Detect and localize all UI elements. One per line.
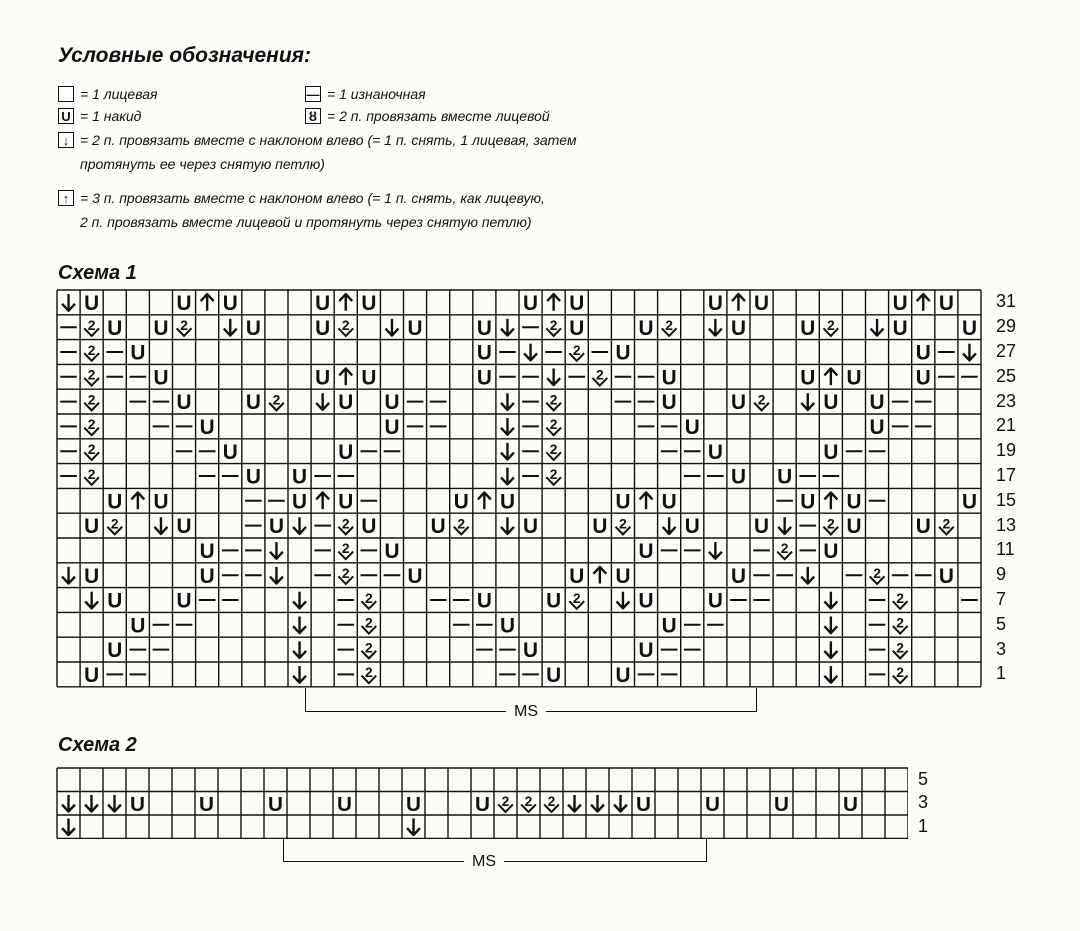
yarn-over-icon: U	[915, 515, 931, 539]
yarn-over-icon: U	[84, 515, 100, 539]
k2tog-icon	[107, 515, 122, 534]
arrow-up-icon	[339, 368, 352, 385]
yarn-over-icon: U	[107, 316, 123, 340]
yarn-over-icon: U	[84, 564, 100, 588]
svg-text:2: 2	[87, 366, 96, 383]
yarn-over-icon: U	[315, 366, 331, 390]
yarn-over-icon: U	[361, 366, 377, 390]
arrow-down-icon	[108, 795, 121, 812]
yarn-over-icon: U	[592, 515, 608, 539]
k2tog-icon	[546, 317, 561, 336]
svg-text:2: 2	[87, 341, 96, 358]
yarn-over-icon: U	[638, 316, 654, 340]
arrow-down-icon	[501, 468, 514, 485]
k2tog-icon	[592, 367, 607, 386]
row-number: 23	[996, 390, 1017, 411]
legend-text-k2tog: = 2 п. провязать вместе лицевой	[327, 108, 550, 124]
yarn-over-icon: U	[430, 515, 446, 539]
row-number: 27	[996, 341, 1017, 361]
yarn-over-icon: U	[823, 540, 839, 564]
k2tog-icon	[84, 367, 99, 386]
arrow-down-icon	[62, 294, 75, 311]
k2tog-icon	[546, 391, 561, 410]
yarn-over-icon: U	[869, 391, 885, 415]
yarn-over-icon: U	[476, 366, 492, 390]
yarn-over-icon: U	[707, 440, 723, 464]
yarn-over-icon: U	[268, 792, 283, 816]
yarn-over-icon: U	[915, 341, 931, 365]
yarn-over-icon: U	[338, 440, 354, 464]
k2tog-icon	[777, 540, 792, 559]
yarn-over-icon: U	[661, 391, 677, 415]
svg-text:2: 2	[549, 391, 558, 408]
arrow-down-icon	[293, 666, 306, 683]
legend-symbol-knit-icon	[58, 86, 74, 102]
yarn-over-icon: U	[684, 416, 700, 440]
yarn-over-icon: U	[638, 589, 654, 613]
k2tog-icon	[893, 639, 908, 658]
yarn-over-icon: U	[176, 292, 192, 316]
scheme1-ms-label: MS	[506, 703, 546, 721]
row-number: 11	[996, 539, 1015, 560]
k2tog-icon	[521, 794, 536, 812]
chart-row	[107, 639, 907, 662]
svg-text:2: 2	[457, 515, 466, 532]
legend-symbol-ssk-icon: ↓	[58, 132, 74, 148]
yarn-over-icon: U	[661, 366, 677, 390]
svg-text:2: 2	[364, 639, 373, 656]
yarn-over-icon: U	[546, 664, 562, 688]
k2tog-icon	[569, 590, 584, 609]
arrow-down-icon	[963, 344, 976, 361]
arrow-down-icon	[501, 418, 514, 435]
svg-text:2: 2	[547, 794, 556, 810]
k2tog-icon	[269, 391, 284, 410]
k2tog-icon	[870, 565, 885, 584]
yarn-over-icon: U	[892, 292, 908, 316]
yarn-over-icon: U	[107, 490, 123, 514]
arrow-down-icon	[270, 542, 283, 559]
arrow-down-icon	[407, 818, 420, 835]
yarn-over-icon: U	[453, 490, 469, 514]
k2tog-icon	[338, 565, 353, 584]
yarn-over-icon: U	[754, 515, 770, 539]
yarn-over-icon: U	[292, 465, 308, 489]
k2tog-icon	[616, 515, 631, 534]
yarn-over-icon: U	[384, 391, 400, 415]
arrow-down-icon	[709, 542, 722, 559]
yarn-over-icon: U	[730, 316, 746, 340]
arrow-up-icon	[640, 492, 653, 509]
yarn-over-icon: U	[961, 316, 977, 340]
yarn-over-icon: U	[843, 792, 858, 816]
svg-text:2: 2	[87, 391, 96, 408]
arrow-up-icon	[478, 492, 491, 509]
arrow-down-icon	[293, 592, 306, 609]
yarn-over-icon: U	[684, 515, 700, 539]
arrow-down-icon	[62, 567, 75, 584]
row-number: 25	[996, 365, 1017, 386]
svg-text:2: 2	[549, 465, 558, 482]
svg-text:2: 2	[341, 316, 350, 333]
yarn-over-icon: U	[153, 366, 169, 390]
k2tog-icon	[498, 794, 513, 812]
yarn-over-icon: U	[476, 316, 492, 340]
k2tog-icon	[823, 515, 838, 534]
svg-text:2: 2	[180, 316, 188, 333]
svg-text:2: 2	[826, 515, 835, 532]
svg-text:2: 2	[341, 564, 350, 581]
row-number: 3	[996, 638, 1007, 659]
yarn-over-icon: U	[199, 416, 215, 440]
yarn-over-icon: U	[268, 515, 284, 539]
yarn-over-icon: U	[292, 490, 308, 514]
yarn-over-icon: U	[245, 465, 261, 489]
yarn-over-icon: U	[84, 292, 100, 316]
yarn-over-icon: U	[176, 391, 192, 415]
legend-text-knit: = 1 лицевая	[80, 86, 158, 102]
k2tog-icon	[454, 515, 469, 534]
arrow-down-icon	[85, 592, 98, 609]
svg-text:2: 2	[896, 589, 905, 606]
yarn-over-icon: U	[499, 490, 515, 514]
k2tog-icon	[338, 540, 353, 559]
row-number: 17	[996, 465, 1017, 485]
arrow-down-icon	[524, 344, 537, 361]
k2tog-icon	[754, 391, 769, 410]
yarn-over-icon: U	[800, 316, 816, 340]
yarn-over-icon: U	[938, 564, 954, 588]
arrow-down-icon	[778, 517, 791, 534]
arrow-down-icon	[709, 319, 722, 336]
yarn-over-icon: U	[892, 316, 908, 340]
k2tog-icon	[893, 664, 908, 683]
svg-text:2: 2	[896, 639, 905, 656]
arrow-down-icon	[501, 517, 514, 534]
yarn-over-icon: U	[338, 391, 354, 415]
yarn-over-icon: U	[961, 490, 977, 514]
k2tog-icon	[544, 794, 559, 812]
k2tog-icon	[84, 466, 99, 485]
legend-symbol-yarn-over-icon: U	[58, 108, 74, 124]
svg-text:2: 2	[896, 614, 905, 631]
legend-text-ssk: = 2 п. провязать вместе с наклоном влево (= 1 п. снять, 1 лицевая, затем	[80, 132, 577, 148]
row-number: 7	[996, 589, 1007, 609]
yarn-over-icon: U	[638, 639, 654, 663]
arrow-down-icon	[224, 319, 237, 336]
yarn-over-icon: U	[569, 292, 585, 316]
svg-text:2: 2	[501, 794, 510, 810]
yarn-over-icon: U	[823, 440, 839, 464]
k2tog-icon	[361, 664, 376, 683]
yarn-over-icon: U	[636, 792, 651, 816]
k2tog-icon	[823, 317, 838, 336]
yarn-over-icon: U	[846, 490, 862, 514]
arrow-down-icon	[663, 517, 676, 534]
yarn-over-icon: U	[84, 664, 100, 688]
yarn-over-icon: U	[315, 292, 331, 316]
yarn-over-icon: U	[475, 792, 490, 816]
yarn-over-icon: U	[569, 564, 585, 588]
yarn-over-icon: U	[730, 391, 746, 415]
legend-text-ssk-cont: протянуть ее через снятую петлю)	[80, 156, 325, 172]
svg-text:2: 2	[87, 316, 96, 333]
yarn-over-icon: U	[199, 564, 215, 588]
arrow-up-icon	[131, 492, 144, 509]
arrow-up-icon	[593, 567, 606, 584]
arrow-up-icon	[917, 294, 930, 311]
arrow-up-icon	[339, 294, 352, 311]
yarn-over-icon: U	[707, 292, 723, 316]
yarn-over-icon: U	[107, 589, 123, 613]
arrow-down-icon	[293, 641, 306, 658]
arrow-down-icon	[616, 592, 629, 609]
yarn-over-icon: U	[476, 341, 492, 365]
yarn-over-icon: U	[130, 614, 146, 638]
svg-text:2: 2	[826, 316, 835, 333]
k2tog-icon	[361, 590, 376, 609]
yarn-over-icon: U	[222, 440, 238, 464]
yarn-over-icon: U	[407, 316, 423, 340]
arrow-down-icon	[385, 319, 398, 336]
svg-text:2: 2	[942, 515, 951, 532]
arrow-down-icon	[270, 567, 283, 584]
svg-text:2: 2	[87, 465, 96, 482]
yarn-over-icon: U	[915, 366, 931, 390]
svg-text:2: 2	[110, 515, 119, 532]
yarn-over-icon: U	[846, 366, 862, 390]
yarn-over-icon: U	[707, 589, 723, 613]
arrow-down-icon	[547, 368, 560, 385]
yarn-over-icon: U	[245, 391, 261, 415]
arrow-down-icon	[501, 393, 514, 410]
arrow-down-icon	[568, 795, 581, 812]
grid-lines	[57, 290, 981, 687]
svg-text:2: 2	[549, 316, 558, 333]
yarn-over-icon: U	[615, 564, 631, 588]
arrow-down-icon	[62, 818, 75, 835]
arrow-up-icon	[732, 294, 745, 311]
svg-text:2: 2	[780, 540, 789, 557]
scheme1-title: Схема 1	[58, 262, 137, 284]
svg-text:2: 2	[341, 540, 350, 557]
yarn-over-icon: U	[407, 564, 423, 588]
legend-symbol-purl-icon: —	[306, 86, 320, 102]
k2tog-icon	[338, 317, 353, 336]
scheme2-ms-label: MS	[464, 853, 504, 871]
svg-text:2: 2	[873, 564, 881, 581]
k2tog-icon	[84, 441, 99, 460]
yarn-over-icon: U	[846, 515, 862, 539]
yarn-over-icon: U	[730, 465, 746, 489]
chart-row	[60, 342, 976, 365]
arrow-up-icon	[547, 294, 560, 311]
k2tog-icon	[361, 639, 376, 658]
scheme1-grid	[56, 289, 982, 689]
k2tog-icon	[84, 416, 99, 435]
k2tog-icon	[177, 317, 192, 336]
arrow-down-icon	[501, 319, 514, 336]
yarn-over-icon: U	[338, 490, 354, 514]
arrow-up-icon	[201, 294, 214, 311]
yarn-over-icon: U	[337, 792, 352, 816]
k2tog-icon	[893, 615, 908, 634]
arrow-down-icon	[154, 517, 167, 534]
yarn-over-icon: U	[705, 792, 720, 816]
yarn-over-icon: U	[938, 292, 954, 316]
k2tog-icon	[939, 515, 954, 534]
arrow-down-icon	[824, 641, 837, 658]
yarn-over-icon: U	[406, 792, 421, 816]
k2tog-icon	[361, 615, 376, 634]
arrow-down-icon	[824, 592, 837, 609]
row-number: 21	[996, 415, 1017, 436]
yarn-over-icon: U	[245, 316, 261, 340]
yarn-over-icon: U	[361, 292, 377, 316]
row-number: 9	[996, 564, 1007, 585]
yarn-over-icon: U	[107, 639, 123, 663]
yarn-over-icon: U	[823, 391, 839, 415]
row-number: 1	[996, 663, 1007, 684]
yarn-over-icon: U	[384, 540, 400, 564]
yarn-over-icon: U	[523, 292, 539, 316]
scheme2-grid	[56, 767, 908, 839]
row-number: 1	[918, 815, 929, 836]
row-number: 31	[996, 291, 1017, 312]
svg-text:2: 2	[665, 316, 674, 333]
yarn-over-icon: U	[800, 366, 816, 390]
yarn-over-icon: U	[615, 490, 631, 514]
arrow-up-icon	[824, 368, 837, 385]
yarn-over-icon: U	[222, 292, 238, 316]
yarn-over-icon: U	[523, 515, 539, 539]
legend-symbol-k2tog-icon: ȣ	[305, 108, 321, 124]
arrow-down-icon	[62, 795, 75, 812]
yarn-over-icon: U	[384, 416, 400, 440]
yarn-over-icon: U	[315, 316, 331, 340]
svg-text:2: 2	[364, 664, 373, 681]
k2tog-icon	[662, 317, 677, 336]
yarn-over-icon: U	[569, 316, 585, 340]
yarn-over-icon: U	[777, 465, 793, 489]
svg-text:2: 2	[572, 589, 581, 606]
svg-text:2: 2	[619, 515, 627, 532]
yarn-over-icon: U	[661, 614, 677, 638]
yarn-over-icon: U	[800, 490, 816, 514]
row-number: 19	[996, 440, 1017, 461]
arrow-down-icon	[293, 517, 306, 534]
legend-title: Условные обозначения:	[58, 44, 312, 67]
yarn-over-icon: U	[499, 614, 515, 638]
yarn-over-icon: U	[176, 589, 192, 613]
svg-text:2: 2	[364, 589, 373, 606]
legend-text-sk2p: = 3 п. провязать вместе с наклоном влево (= 1 п. снять, как лицевую,	[80, 190, 545, 206]
svg-text:2: 2	[595, 366, 604, 383]
yarn-over-icon: U	[476, 589, 492, 613]
svg-text:2: 2	[87, 416, 96, 433]
yarn-over-icon: U	[176, 515, 192, 539]
yarn-over-icon: U	[130, 341, 146, 365]
yarn-over-icon: U	[153, 316, 169, 340]
arrow-down-icon	[591, 795, 604, 812]
svg-text:2: 2	[87, 440, 96, 457]
yarn-over-icon: U	[361, 515, 377, 539]
k2tog-icon	[569, 342, 584, 361]
arrow-down-icon	[85, 795, 98, 812]
row-number: 13	[996, 514, 1017, 535]
arrow-down-icon	[824, 616, 837, 633]
k2tog-icon	[84, 391, 99, 410]
arrow-up-icon	[316, 492, 329, 509]
k2tog-icon	[338, 515, 353, 534]
yarn-over-icon: U	[661, 490, 677, 514]
k2tog-icon	[84, 317, 99, 336]
scheme2-title: Схема 2	[58, 734, 137, 756]
arrow-down-icon	[824, 666, 837, 683]
yarn-over-icon: U	[199, 792, 214, 816]
arrow-up-icon	[824, 492, 837, 509]
k2tog-icon	[546, 416, 561, 435]
yarn-over-icon: U	[869, 416, 885, 440]
legend-text-sk2p-cont: 2 п. провязать вместе лицевой и протянуть через снятую петлю)	[80, 214, 532, 230]
row-number: 29	[996, 316, 1017, 337]
k2tog-icon	[546, 441, 561, 460]
svg-text:2: 2	[549, 416, 558, 433]
svg-text:2: 2	[572, 341, 581, 358]
k2tog-icon	[546, 466, 561, 485]
legend-text-purl: = 1 изнаночная	[327, 86, 426, 102]
svg-text:2: 2	[341, 515, 350, 532]
arrow-down-icon	[293, 616, 306, 633]
yarn-over-icon: U	[199, 540, 215, 564]
svg-text:2: 2	[524, 794, 533, 810]
legend-text-yarn-over: = 1 накид	[80, 108, 142, 124]
yarn-over-icon: U	[546, 589, 562, 613]
arrow-down-icon	[501, 443, 514, 460]
arrow-down-icon	[316, 393, 329, 410]
arrow-down-icon	[801, 393, 814, 410]
svg-text:2: 2	[364, 614, 373, 631]
yarn-over-icon: U	[754, 292, 770, 316]
yarn-over-icon: U	[730, 564, 746, 588]
row-number: 5	[996, 613, 1007, 634]
yarn-over-icon: U	[638, 540, 654, 564]
svg-text:2: 2	[549, 440, 558, 457]
legend-symbol-sk2p-icon: ↑	[58, 190, 74, 206]
yarn-over-icon: U	[774, 792, 789, 816]
k2tog-icon	[84, 342, 99, 361]
yarn-over-icon: U	[615, 664, 631, 688]
arrow-down-icon	[801, 567, 814, 584]
row-number: 5	[918, 768, 929, 789]
svg-text:2: 2	[757, 391, 766, 408]
row-number: 15	[996, 489, 1017, 510]
yarn-over-icon: U	[130, 792, 145, 816]
yarn-over-icon: U	[615, 341, 631, 365]
arrow-down-icon	[614, 795, 627, 812]
row-number: 3	[918, 792, 929, 813]
svg-text:2: 2	[896, 664, 905, 681]
svg-text:2: 2	[272, 391, 281, 408]
yarn-over-icon: U	[153, 490, 169, 514]
yarn-over-icon: U	[523, 639, 539, 663]
k2tog-icon	[893, 590, 908, 609]
arrow-down-icon	[871, 319, 884, 336]
chart-row	[62, 793, 858, 816]
